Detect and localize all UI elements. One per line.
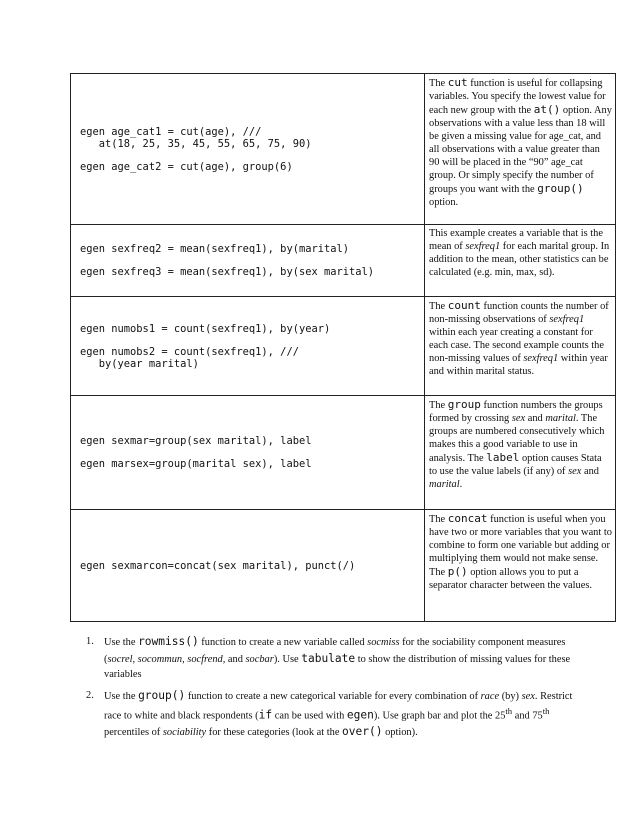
- list-number: 1.: [86, 636, 94, 647]
- code-term: group(): [138, 688, 186, 702]
- text-run: and: [225, 653, 246, 665]
- text-run: Use the: [104, 637, 139, 648]
- text-run: function to create a new categorical variable for every combination of: [185, 690, 481, 702]
- text-run: . The groups are numbered consecutively which makes this a good variable to use in analysis. The: [429, 413, 605, 464]
- text-run: The: [429, 301, 448, 312]
- italic-term: sex: [511, 413, 526, 424]
- italic-term: sexfreq1: [549, 314, 585, 325]
- code-line: egen sexmar=group(sex marital), label: [80, 435, 312, 447]
- italic-term: socbar: [245, 653, 274, 665]
- text-run: for each marital group. In addition to the mean, other statistics can be calculated (e.g. min, max, sd).: [429, 241, 610, 278]
- code-term: over(): [342, 724, 383, 738]
- description-cell: [425, 297, 616, 396]
- text-run: percentiles of: [104, 726, 163, 738]
- code-line: egen numobs2 = count(sexfreq1), ///: [80, 345, 299, 358]
- text-run: to show the distribution of missing values for these variables: [104, 653, 571, 680]
- text-run: option.: [429, 197, 459, 208]
- code-term: concat: [447, 512, 488, 525]
- italic-term: sexfreq1: [523, 353, 559, 364]
- text-run: function counts the number of non-missing observations of: [429, 301, 609, 325]
- code-term: cut: [447, 76, 468, 89]
- code-line: egen marsex=group(marital sex), label: [80, 458, 312, 470]
- list-item-text: [104, 688, 576, 741]
- text-run: (by): [499, 690, 522, 702]
- table-row: [71, 297, 616, 396]
- text-run: Use the: [104, 690, 139, 702]
- text-run: option causes Stata to use the value labels (if any) of: [429, 453, 602, 477]
- text-run: and 75: [512, 710, 543, 722]
- italic-term: socmiss: [367, 637, 400, 648]
- text-run: .: [459, 479, 463, 490]
- italic-term: race: [480, 690, 500, 702]
- text-run: function is useful for collapsing variables. You specify the lowest value for each new group with the: [429, 78, 606, 116]
- text-run: This example creates a variable that is the mean of: [429, 228, 603, 252]
- table-row: [71, 225, 616, 297]
- code-term: tabulate: [301, 651, 356, 665]
- code-cell: [71, 510, 425, 622]
- text-run: for the sociability component measures (: [104, 637, 566, 665]
- text-run: option. Any observations with a value less than 18 will be given a missing value for age_cat, and all observations with a value greater than 90 will be placed in the “90” age_cat group. Or simply specify the number of groups you want with the: [429, 105, 612, 195]
- code-cell: [71, 225, 425, 297]
- code-term: p(): [447, 565, 468, 578]
- code-term: if: [258, 708, 273, 722]
- text-run: function to create a new variable called: [198, 637, 368, 648]
- description-cell: [425, 225, 616, 297]
- text-run: can be used with: [272, 710, 347, 722]
- code-term: rowmiss(): [138, 635, 199, 648]
- italic-term: sex: [521, 690, 535, 702]
- code-line: egen numobs1 = count(sexfreq1), by(year): [80, 322, 331, 335]
- list-item: [86, 634, 576, 683]
- code-cell: [71, 297, 425, 396]
- text-run: The: [429, 400, 448, 411]
- text-run: option).: [382, 726, 418, 738]
- code-line: egen sexmarcon=concat(sex marital), punct(/): [80, 559, 356, 572]
- text-run: The: [429, 78, 448, 89]
- text-run: and: [525, 413, 546, 424]
- code-line: egen sexfreq2 = mean(sexfreq1), by(marital): [80, 243, 349, 255]
- code-line: egen age_cat1 = cut(age), ///: [80, 125, 262, 138]
- text-run: for these categories (look at the: [206, 726, 343, 738]
- list-item-text: [104, 634, 576, 683]
- list-item: [86, 688, 576, 741]
- text-run: . Restrict race to white and black respondents (: [104, 690, 573, 722]
- italic-term: sociability: [162, 726, 207, 738]
- code-term: label: [486, 451, 520, 464]
- italic-term: marital: [429, 479, 460, 490]
- text-run: ). Use: [273, 653, 302, 665]
- italic-term: sex: [568, 466, 582, 477]
- code-line: by(year marital): [80, 357, 199, 370]
- table-row: [71, 396, 616, 510]
- text-run: option allows you to put a separator character between the values.: [429, 567, 592, 591]
- egen-functions-table: [70, 73, 616, 622]
- code-term: group: [447, 398, 481, 411]
- text-run: ). Use graph bar and plot the 25: [373, 710, 506, 722]
- text-run: within year and within marital status.: [429, 353, 608, 377]
- table-row: [71, 74, 616, 225]
- code-line: egen sexfreq3 = mean(sexfreq1), by(sex marital): [80, 266, 375, 278]
- code-line: egen age_cat2 = cut(age), group(6): [80, 160, 293, 173]
- list-number: 2.: [86, 689, 94, 701]
- description-cell: [425, 396, 616, 510]
- italic-term: marital: [545, 413, 576, 424]
- text-run: The: [429, 514, 448, 525]
- text-run: and: [581, 466, 599, 477]
- italic-term: sexfreq1: [465, 241, 501, 252]
- table-row: [71, 510, 616, 622]
- code-term: at(): [533, 103, 561, 116]
- code-term: count: [447, 299, 481, 312]
- italic-term: socrel, socommun, socfrend,: [107, 653, 226, 665]
- code-term: group(): [537, 182, 584, 195]
- text-run: within each year creating a constant for each case. The second example counts the non-missing values of: [429, 327, 604, 364]
- code-term: egen: [346, 708, 374, 722]
- superscript: th: [542, 706, 550, 716]
- code-cell: [71, 396, 425, 510]
- description-cell: [425, 510, 616, 622]
- description-cell: [425, 74, 616, 225]
- exercise-list: [86, 634, 576, 745]
- superscript: th: [505, 706, 513, 716]
- code-cell: [71, 74, 425, 225]
- text-run: function numbers the groups formed by crossing: [429, 400, 603, 424]
- text-run: function is useful when you have two or more variables that you want to combine to form one variable but adding or multiplying them would not make sense. The: [429, 514, 612, 578]
- code-line: at(18, 25, 35, 45, 55, 65, 75, 90): [80, 137, 312, 150]
